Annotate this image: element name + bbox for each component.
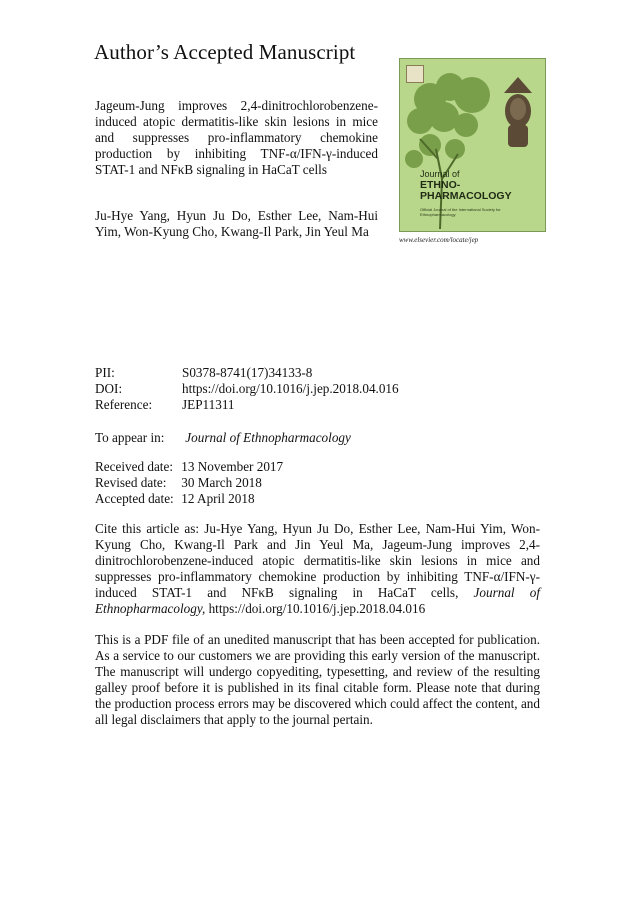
dates-block xyxy=(95,459,283,507)
reference-row xyxy=(95,397,399,413)
appear-label: To appear in: xyxy=(95,430,165,445)
identifier-block xyxy=(95,365,399,413)
manuscript-heading: Author’s Accepted Manuscript xyxy=(94,40,356,64)
accepted-label: Accepted date: xyxy=(95,491,174,506)
doi-label: DOI: xyxy=(95,381,123,396)
pii-row xyxy=(95,365,399,381)
doi-row xyxy=(95,381,399,397)
elsevier-logo-icon xyxy=(406,65,424,83)
citation-journal: Journal of Ethnopharmacology, xyxy=(95,585,540,616)
pii-label: PII: xyxy=(95,365,115,380)
accepted-row xyxy=(95,491,283,507)
cover-title-line3: PHARMACOLOGY xyxy=(420,190,512,202)
citation-doi[interactable]: https://doi.org/10.1016/j.jep.2018.04.016 xyxy=(208,601,426,616)
citation-paragraph xyxy=(95,521,540,617)
cover-journal-title xyxy=(420,169,512,202)
revised-label: Revised date: xyxy=(95,475,167,490)
cover-title-line1: Journal of xyxy=(420,169,460,179)
received-value: 13 November 2017 xyxy=(181,459,284,474)
cover-title-line2: ETHNO- xyxy=(420,179,461,191)
journal-cover-image xyxy=(399,58,546,232)
manuscript-notice: This is a PDF file of an unedited manuscript that has been accepted for publication. As a service to our customers we are providing this early version of the manuscript. The manuscript will undergo copyediting, typesetting, and review of the resulting galley proof before it is published in its final citable form. Please note that during the production process errors may be discovered which could affect the content, and all legal disclaimers that apply to the journal pertain. xyxy=(95,632,540,727)
revised-row xyxy=(95,475,283,491)
journal-url[interactable]: www.elsevier.com/locate/jep xyxy=(399,236,479,244)
doi-link[interactable]: https://doi.org/10.1016/j.jep.2018.04.016 xyxy=(182,381,399,396)
article-title: Jageum-Jung improves 2,4-dinitrochlorobenzene-induced atopic dermatitis-like skin lesions in mice and suppresses pro-inflammatory chemokine production by inhibiting TNF-α/IFN-γ-induced STAT-1 and NFκB signaling in HaCaT cells xyxy=(95,98,378,177)
accepted-value: 12 April 2018 xyxy=(181,491,255,506)
received-row xyxy=(95,459,283,475)
author-list: Ju-Hye Yang, Hyun Ju Do, Esther Lee, Nam-Hui Yim, Won-Kyung Cho, Kwang-Il Park, Jin Yeul Ma xyxy=(95,208,378,239)
reference-label: Reference: xyxy=(95,397,153,412)
citation-text: Cite this article as: Ju-Hye Yang, Hyun Ju Do, Esther Lee, Nam-Hui Yim, Won-Kyung Cho, Kwang-Il Park and Jin Yeul Ma, Jageum-Jung improves 2,4-dinitrochlorobenzene-induced atopic dermatitis-like skin lesions in mice and suppresses pro-inflammatory chemokine production by inhibiting TNF-α/IFN-γ-induced STAT-1 and NFκB signaling in HaCaT cells, xyxy=(95,521,540,600)
cover-subtitle: Official Journal of the International Society for Ethnopharmacology xyxy=(420,207,501,217)
pii-value: S0378-8741(17)34133-8 xyxy=(182,365,313,380)
appear-in-row xyxy=(95,430,351,446)
received-label: Received date: xyxy=(95,459,173,474)
appear-journal: Journal of Ethnopharmacology xyxy=(185,430,351,445)
reference-value: JEP11311 xyxy=(182,397,235,412)
revised-value: 30 March 2018 xyxy=(181,475,262,490)
